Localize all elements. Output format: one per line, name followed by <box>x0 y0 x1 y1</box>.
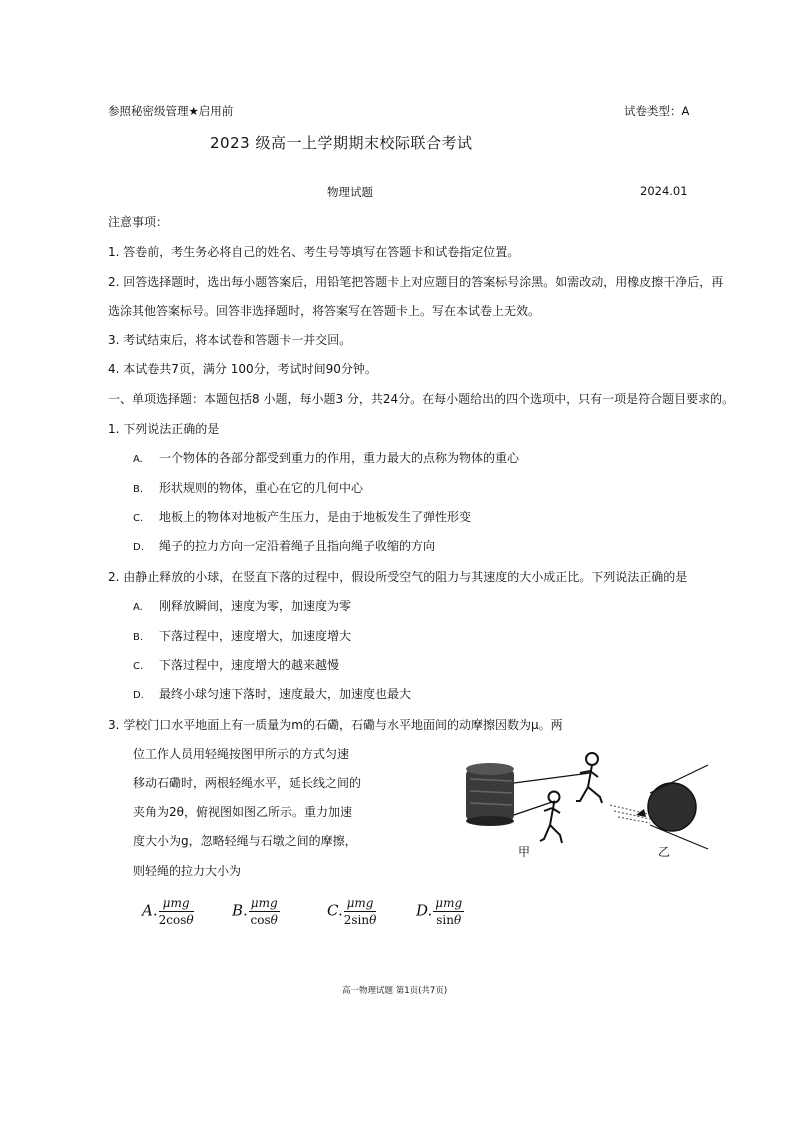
question-3-line: 夹角为2θ，俯视图如图乙所示。重力加速 <box>133 805 352 819</box>
notice-item: 1. 答卷前，考生务必将自己的姓名、考生号等填写在答题卡和试卷指定位置。 <box>108 245 520 259</box>
question-3-line: 度大小为g，忽略轻绳与石墩之间的摩擦， <box>133 834 357 848</box>
exam-title: 2023 级高一上学期期末校际联合考试 <box>210 134 473 152</box>
question-1-option-b: B. 形状规则的物体，重心在它的几何中心 <box>133 481 364 495</box>
question-3-option-d <box>416 896 464 927</box>
question-1-option-a: A. 一个物体的各部分都受到重力的作用，重力最大的点称为物体的重心 <box>133 451 520 465</box>
notice-item: 4. 本试卷共7页，满分 100分，考试时间90分钟。 <box>108 362 377 376</box>
fraction-denominator: 2cosθ <box>158 913 194 927</box>
question-3-option-c <box>327 896 376 927</box>
figure-label-jia: 甲 <box>518 845 531 859</box>
fraction-denominator: 2sinθ <box>343 913 377 927</box>
option-label: D. <box>416 901 433 920</box>
question-2-option-d: D. 最终小球匀速下落时，速度最大，加速度也最大 <box>133 687 412 701</box>
fraction-denominator: cosθ <box>250 913 278 927</box>
stone-pier-illustration <box>460 745 710 865</box>
question-3-line: 位工作人员用轻绳按图甲所示的方式匀速 <box>133 747 350 761</box>
notice-item: 选涂其他答案标号。回答非选择题时，将答案写在答题卡上。写在本试卷上无效。 <box>108 304 541 318</box>
question-1-option-c: C. 地板上的物体对地板产生压力，是由于地板发生了弹性形变 <box>133 510 472 524</box>
worker-figure <box>576 753 602 803</box>
subject-title: 物理试题 <box>327 185 373 199</box>
rope-line <box>514 801 555 815</box>
question-1-stem: 1. 下列说法正确的是 <box>108 422 220 436</box>
question-3-option-a <box>142 896 194 927</box>
fraction-numerator: μmg <box>344 896 377 912</box>
question-3-figure <box>460 745 710 865</box>
question-1-option-d: D. 绳子的拉力方向一定沿着绳子且指向绳子收缩的方向 <box>133 539 436 553</box>
section-heading: 一、单项选择题：本题包括8 小题，每小题3 分，共24分。在每小题给出的四个选项中，只有一项是符合题目要求的。 <box>108 392 735 406</box>
option-label: A. <box>142 901 158 920</box>
question-2-option-c: C. 下落过程中，速度增大的越来越慢 <box>133 658 340 672</box>
page-footer: 高一物理试题 第1页(共7页) <box>342 986 448 996</box>
fraction-numerator: μmg <box>250 896 278 910</box>
question-3-line: 则轻绳的拉力大小为 <box>133 864 242 878</box>
stone-pier-top-view <box>610 765 708 849</box>
confidentiality-label: 参照秘密级管理★启用前 <box>108 104 234 118</box>
question-2-option-b: B. 下落过程中，速度增大，加速度增大 <box>133 629 352 643</box>
fraction-numerator: μmg <box>435 896 463 910</box>
option-label: C. <box>327 901 343 920</box>
worker-figure <box>540 792 562 844</box>
stone-block-side-view <box>466 763 514 826</box>
fraction-denominator: sinθ <box>436 913 462 927</box>
question-3-line: 移动石磡时，两根轻绳水平，延长线之间的 <box>133 776 362 790</box>
exam-date: 2024.01 <box>640 184 688 198</box>
paper-type-label: 试卷类型：A <box>624 104 690 118</box>
question-3-stem: 3. 学校门口水平地面上有一质量为m的石磡，石磡与水平地面间的动摩擦因数为μ。两 <box>108 718 563 732</box>
notice-item: 2. 回答选择题时，选出每小题答案后，用铅笔把答题卡上对应题目的答案标号涂黑。如需改动，用橡皮擦干净后，再 <box>108 275 724 289</box>
fraction-numerator: μmg <box>159 896 194 912</box>
option-label: B. <box>232 901 248 920</box>
fraction <box>433 896 464 927</box>
question-2-option-a: A. 刚释放瞬间，速度为零，加速度为零 <box>133 599 352 613</box>
figure-label-yi: 乙 <box>658 845 671 859</box>
notice-item: 3. 考试结束后，将本试卷和答题卡一并交回。 <box>108 333 352 347</box>
question-2-stem: 2. 由静止释放的小球，在竖直下落的过程中，假设所受空气的阻力与其速度的大小成正比。下列说法正确的是 <box>108 570 688 584</box>
fraction <box>344 896 377 927</box>
fraction <box>159 896 194 927</box>
question-3-option-b <box>232 896 280 927</box>
notice-heading: 注意事项： <box>108 215 169 229</box>
rope-line <box>514 773 590 783</box>
fraction <box>249 896 280 927</box>
